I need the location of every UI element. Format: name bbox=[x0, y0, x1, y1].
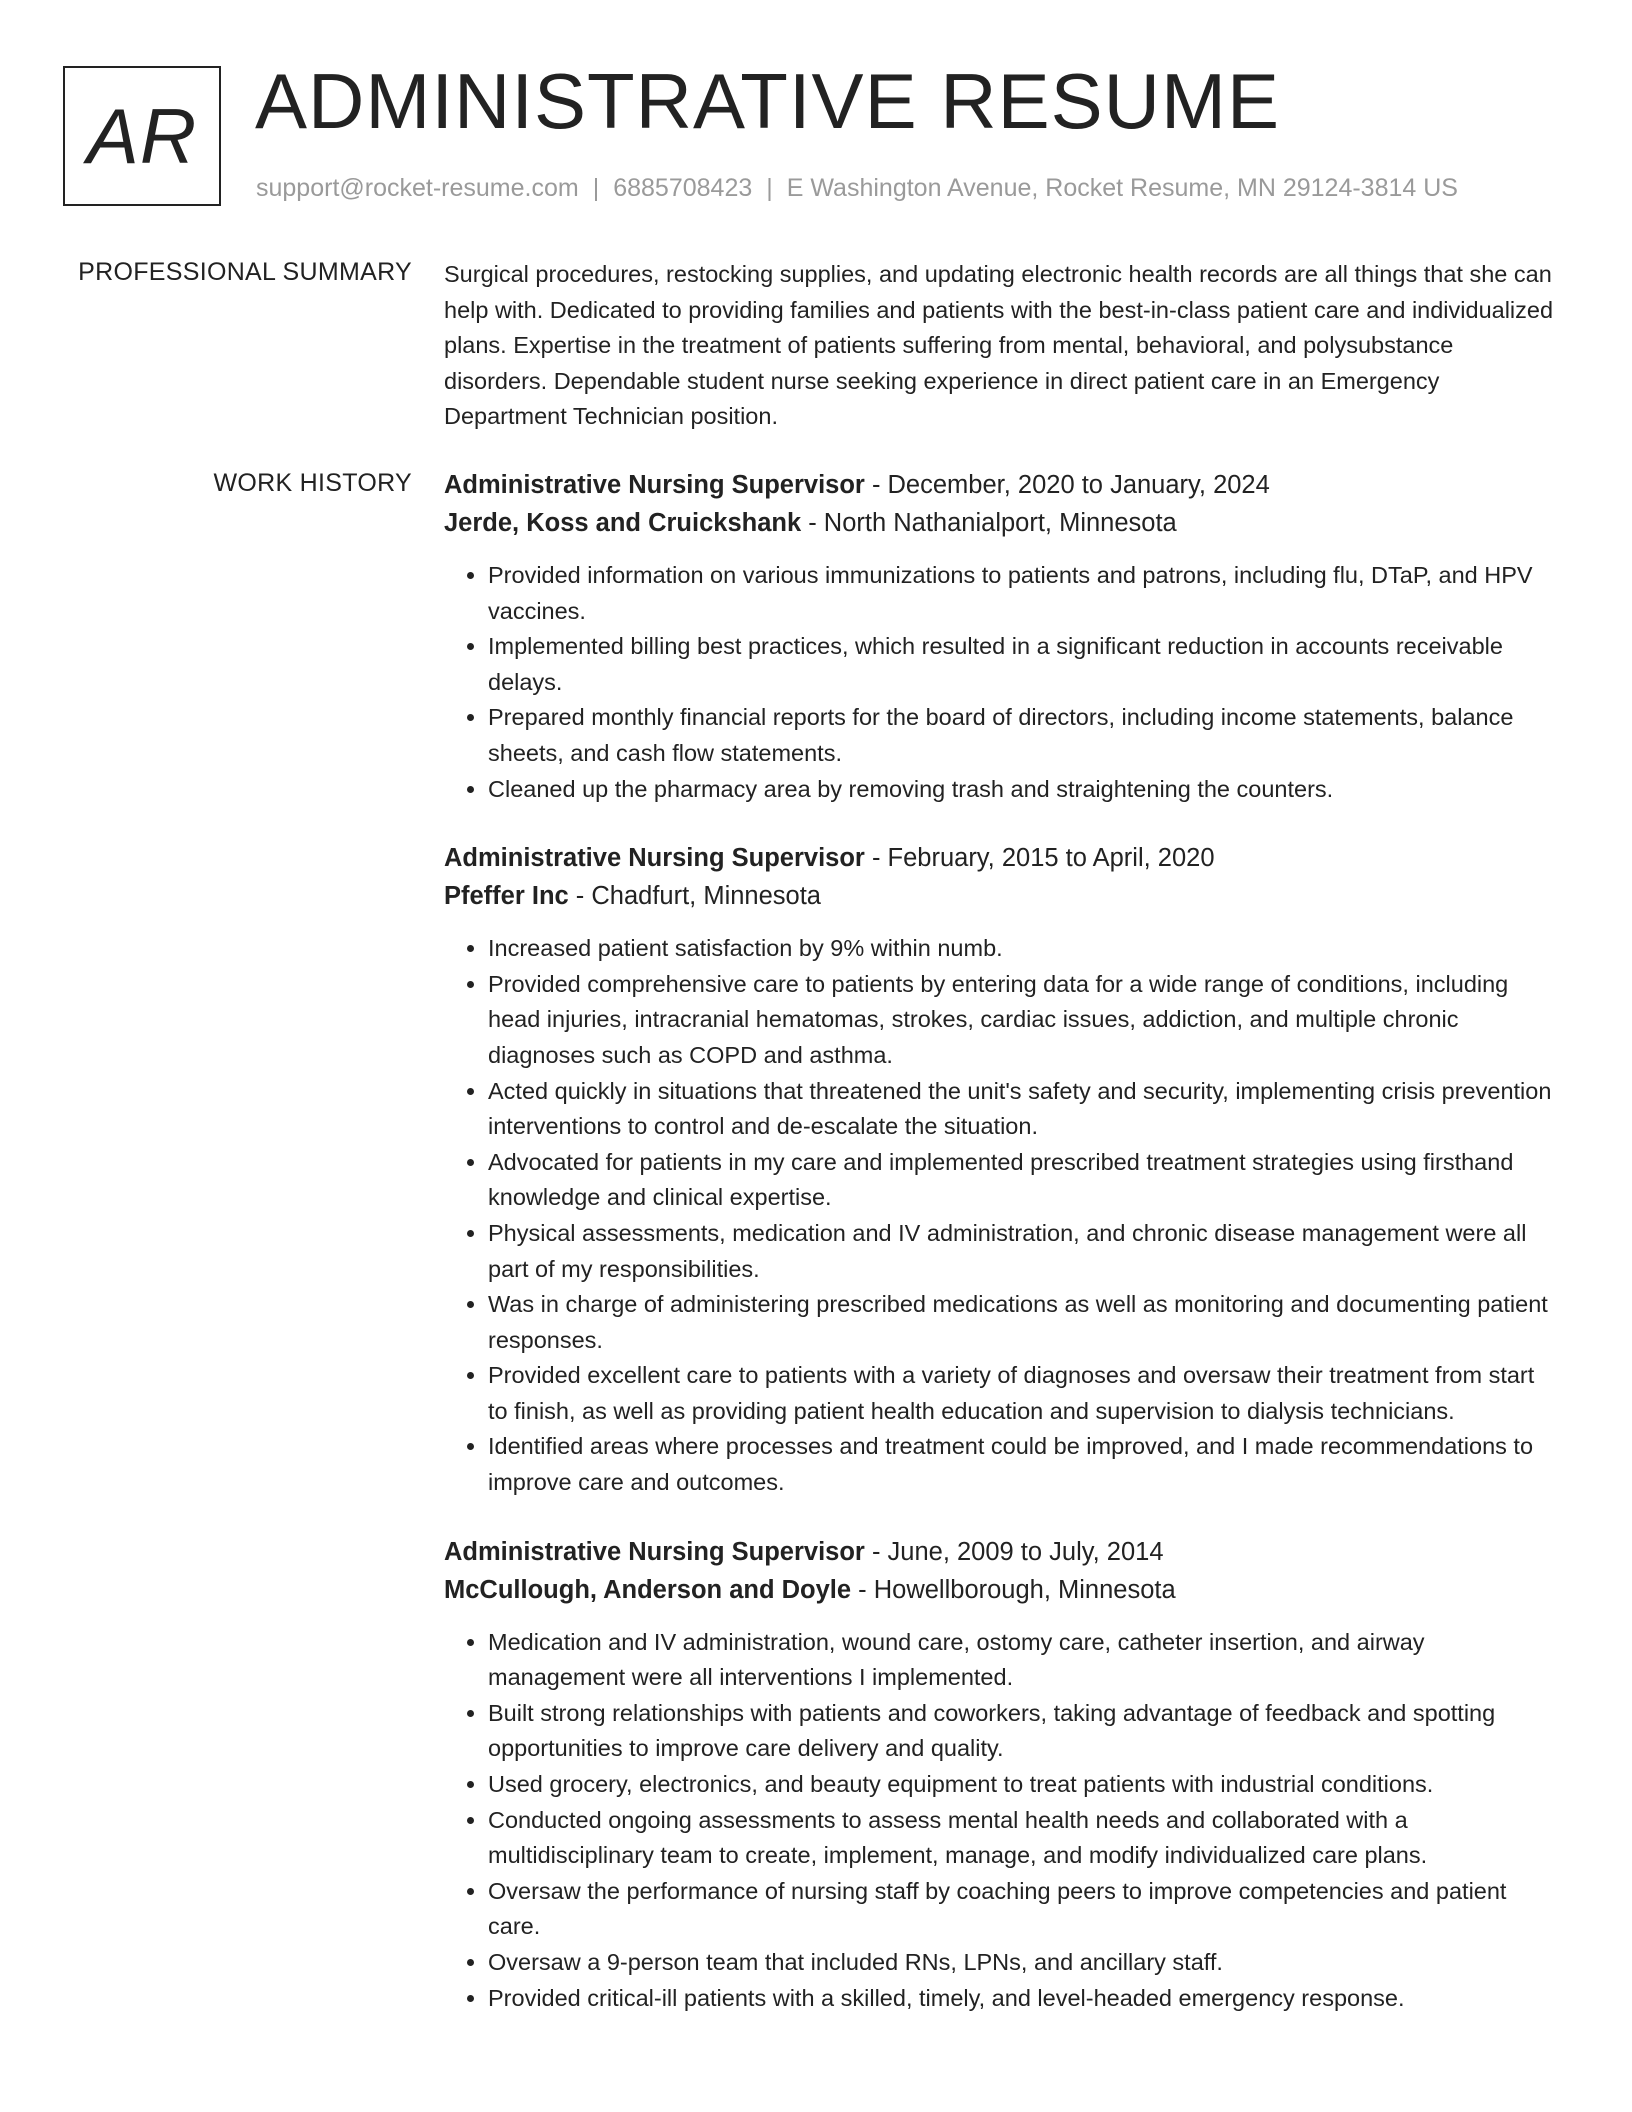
job-location: - Chadfurt, Minnesota bbox=[568, 882, 821, 911]
summary-section-label: PROFESSIONAL SUMMARY bbox=[78, 258, 412, 286]
job-company-line bbox=[444, 877, 1556, 915]
job-dates: - June, 2009 to July, 2014 bbox=[864, 1537, 1164, 1566]
job-bullet: • Provided information on various immunizations to patients and patrons, including flu, DTaP, and HPV vaccines. bbox=[488, 558, 1556, 629]
monogram-logo: AR bbox=[63, 66, 221, 206]
job-bullet: • Physical assessments, medication and IV administration, and chronic disease management were all part of my responsibilities. bbox=[488, 1216, 1556, 1287]
work-history-section-label: WORK HISTORY bbox=[213, 469, 412, 497]
job-bullet: • Identified areas where processes and treatment could be improved, and I made recommendations to improve care and outcomes. bbox=[488, 1429, 1556, 1500]
job-entry bbox=[444, 466, 1556, 807]
job-bullet-list bbox=[444, 558, 1556, 807]
job-bullet: • Provided excellent care to patients with a variety of diagnoses and oversaw their treatment from start to finish, as well as providing patient health education and supervision to dialysis technicians. bbox=[488, 1358, 1556, 1429]
summary-section bbox=[444, 257, 1556, 435]
contact-separator: | bbox=[592, 174, 600, 202]
job-company: Pfeffer Inc bbox=[444, 882, 569, 911]
job-bullet: • Oversaw the performance of nursing staff by coaching peers to improve competencies and patient care. bbox=[488, 1874, 1556, 1945]
contact-address: E Washington Avenue, Rocket Resume, MN 29124-3814 US bbox=[786, 174, 1458, 202]
summary-text: Surgical procedures, restocking supplies, and updating electronic health records are all things that she can help with. Dedicated to providing families and patients with the best-in-class patient care and individualized plans. Expertise in the treatment of patients suffering from mental, behavioral, and polysubstance disorders. Dependable student nurse seeking experience in direct patient care in an Emergency Department Technician position. bbox=[444, 261, 1554, 430]
contact-phone[interactable]: 6885708423 bbox=[613, 174, 753, 202]
job-bullet: • Increased patient satisfaction by 9% within numb. bbox=[488, 931, 1556, 967]
job-bullet: • Advocated for patients in my care and implemented prescribed treatment strategies using firsthand knowledge and clinical expertise. bbox=[488, 1145, 1556, 1216]
job-title-line bbox=[444, 1533, 1556, 1571]
job-bullet: • Prepared monthly financial reports for the board of directors, including income statements, balance sheets, and cash flow statements. bbox=[488, 700, 1556, 771]
job-location: - Howellborough, Minnesota bbox=[851, 1575, 1176, 1604]
job-title: Administrative Nursing Supervisor bbox=[444, 1537, 865, 1566]
job-bullet: • Medication and IV administration, wound care, ostomy care, catheter insertion, and airway management were all interventions I implemented. bbox=[488, 1625, 1556, 1696]
job-entry bbox=[444, 839, 1556, 1501]
job-bullet: • Cleaned up the pharmacy area by removing trash and straightening the counters. bbox=[488, 772, 1556, 808]
job-bullet-list bbox=[444, 931, 1556, 1501]
job-bullet: • Was in charge of administering prescribed medications as well as monitoring and documenting patient responses. bbox=[488, 1287, 1556, 1358]
work-history-section bbox=[444, 466, 1556, 2048]
contact-email[interactable]: support@rocket-resume.com bbox=[256, 174, 579, 202]
job-bullet: • Provided comprehensive care to patients by entering data for a wide range of conditions, including head injuries, intracranial hematomas, strokes, cardiac issues, addiction, and multiple chronic diagnoses such as COPD and asthma. bbox=[488, 967, 1556, 1074]
job-dates: - February, 2015 to April, 2020 bbox=[864, 844, 1215, 873]
job-dates: - December, 2020 to January, 2024 bbox=[864, 471, 1270, 499]
job-company-line bbox=[444, 1571, 1556, 1609]
contact-line bbox=[256, 174, 1458, 203]
job-bullet: • Acted quickly in situations that threatened the unit's safety and security, implementing crisis prevention interventions to control and de-escalate the situation. bbox=[488, 1074, 1556, 1145]
job-company-line bbox=[444, 504, 1556, 542]
job-company: McCullough, Anderson and Doyle bbox=[444, 1575, 852, 1604]
job-company: Jerde, Koss and Cruickshank bbox=[444, 509, 802, 537]
job-bullet-list bbox=[444, 1625, 1556, 2017]
job-entry bbox=[444, 1533, 1556, 2017]
job-title-line bbox=[444, 466, 1556, 504]
job-bullet: • Built strong relationships with patients and coworkers, taking advantage of feedback and spotting opportunities to improve care delivery and quality. bbox=[488, 1696, 1556, 1767]
job-bullet: • Conducted ongoing assessments to assess mental health needs and collaborated with a multidisciplinary team to create, implement, manage, and modify individualized care plans. bbox=[488, 1803, 1556, 1874]
contact-separator: | bbox=[766, 174, 773, 202]
job-bullet: • Provided critical-ill patients with a skilled, timely, and level-headed emergency response. bbox=[488, 1981, 1556, 2017]
resume-title: ADMINISTRATIVE RESUME bbox=[255, 57, 1280, 145]
job-title: Administrative Nursing Supervisor bbox=[444, 844, 865, 873]
job-title-line bbox=[444, 839, 1556, 877]
job-bullet: • Oversaw a 9-person team that included RNs, LPNs, and ancillary staff. bbox=[488, 1945, 1556, 1981]
job-title: Administrative Nursing Supervisor bbox=[444, 471, 865, 499]
job-location: - North Nathanialport, Minnesota bbox=[801, 509, 1177, 537]
job-bullet: • Used grocery, electronics, and beauty equipment to treat patients with industrial conditions. bbox=[488, 1767, 1556, 1803]
job-bullet: • Implemented billing best practices, which resulted in a significant reduction in accounts receivable delays. bbox=[488, 629, 1556, 700]
